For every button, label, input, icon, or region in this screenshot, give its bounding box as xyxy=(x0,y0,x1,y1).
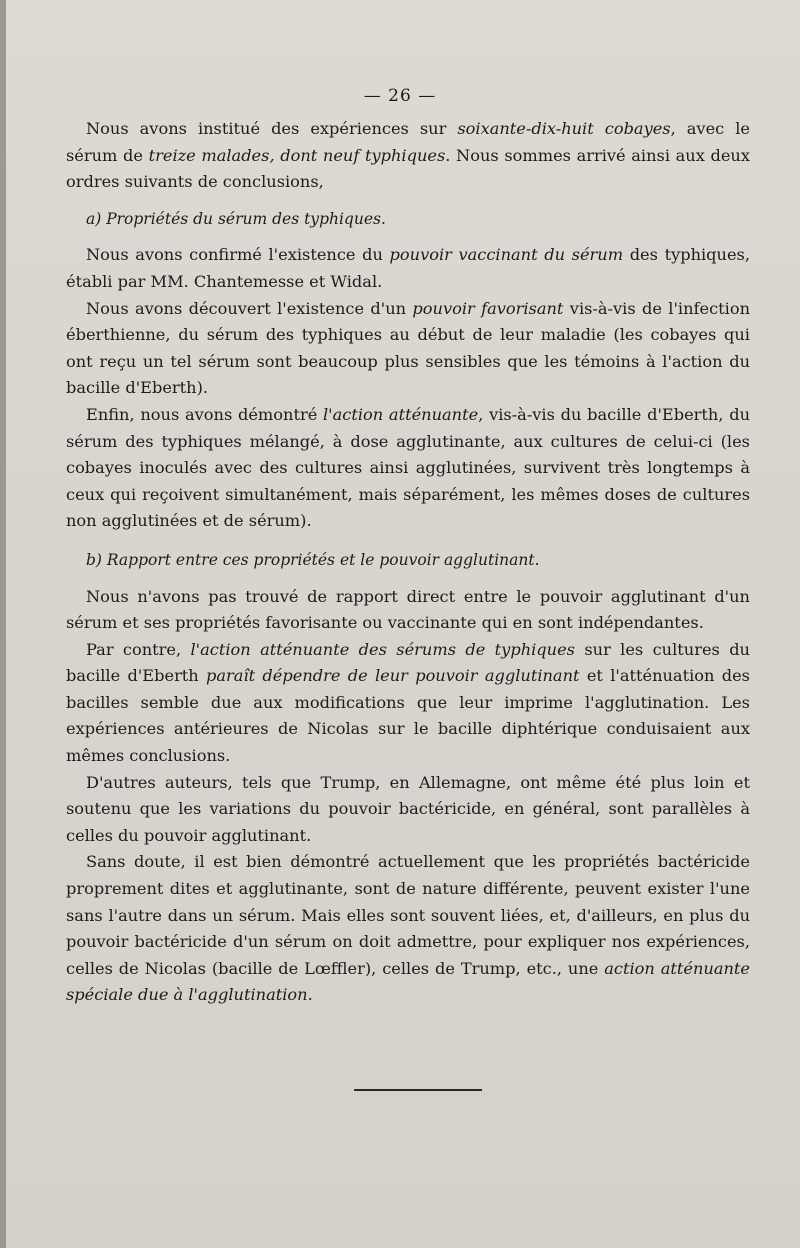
a-p3-text-2: , vis-à-vis du bacille d'Eberth, du sérum des typhiques mélangé, à dose agglutinante, aux cultures de celui-ci (les cobayes inoculés avec des cultures ainsi agglutinées, survivent très longtemps à ceux qui reçoivent simultanément, mais séparément, les mêmes doses de cultures non agglutinées et de sérum). xyxy=(66,404,750,531)
intro-text-1: Nous avons institué des expériences sur xyxy=(86,119,458,138)
b-p2-emphasis-1: l'action atténuante des sérums de typhiques xyxy=(190,639,575,659)
a-p1-emphasis: pouvoir vaccinant du sérum xyxy=(389,245,624,265)
a-p2-emphasis: pouvoir favorisant xyxy=(412,298,564,318)
section-b-paragraph-3: D'autres auteurs, tels que Trump, en Allemagne, ont même été plus loin et soutenu que les variations du pouvoir bactéricide, en général, sont parallèles à celles du pouvoir agglutinant. xyxy=(66,772,750,845)
a-p2-text-1: Nous avons découvert l'existence d'un xyxy=(86,298,413,318)
section-b-paragraph-4 xyxy=(66,849,750,1009)
a-p2-text-2: vis-à-vis de l'infection éberthienne, du sérum des typhiques au début de leur maladie (les cobayes qui ont reçu un tel sérum sont beaucoup plus sensibles que les témoins à l'action du bacille d'Eberth). xyxy=(66,298,750,398)
section-a-paragraph-1 xyxy=(66,242,750,295)
b-p2-text-2: sur les cultures du bacille d'Eberth xyxy=(66,639,750,686)
b-p4-emphasis: action atténuante spéciale due à l'agglutination xyxy=(66,958,750,1005)
a-p1-text-2: des typhiques, établi par MM. Chantemesse et Widal. xyxy=(66,245,751,291)
section-a-paragraph-3 xyxy=(66,402,750,535)
section-a-paragraph-2 xyxy=(66,296,750,402)
a-p3-emphasis: l'action atténuante xyxy=(323,404,479,424)
b-p2-text-1: Par contre, xyxy=(86,639,191,659)
intro-text-3: . Nous sommes arrivé ainsi aux deux ordres suivants de conclusions, xyxy=(66,145,750,192)
a-p3-text-1: Enfin, nous avons démontré xyxy=(86,404,323,424)
intro-paragraph xyxy=(66,116,750,196)
section-a-heading: a) Propriétés du sérum des typhiques. xyxy=(86,209,386,228)
intro-emphasis-1: soixante-dix-huit cobayes xyxy=(457,119,671,138)
end-rule-divider xyxy=(354,1089,482,1091)
body-text xyxy=(66,116,750,1009)
intro-emphasis-2: treize malades, dont neuf typhiques xyxy=(148,145,446,165)
page-number: — 26 — xyxy=(363,86,437,106)
b-p4-text-2: . xyxy=(307,985,313,1005)
b-p2-text-3: et l'atténuation des bacilles semble due aux modifications que leur imprime l'agglutination. Les expériences antérieures de Nicolas sur le bacille diphtérique conduisaient aux mêmes conclusions. xyxy=(66,666,750,766)
b-p2-emphasis-2: paraît dépendre de leur pouvoir agglutinant xyxy=(206,666,580,686)
section-b-heading: b) Rapport entre ces propriétés et le pouvoir agglutinant. xyxy=(86,550,540,569)
a-p1-text-1: Nous avons confirmé l'existence du xyxy=(86,245,390,265)
section-b-paragraph-2 xyxy=(66,637,750,770)
b-p4-text-1: Sans doute, il est bien démontré actuellement que les propriétés bactéricide proprement dites et agglutinante, sont de nature différente, peuvent exister l'une sans l'autre dans un sérum. Mais elles sont souvent liées, et, d'ailleurs, en plus du pouvoir bactéricide d'un sérum on doit admettre, pour expliquer nos expériences, celles de Nicolas (bacille de Lœffler), celles de Trump, etc., une xyxy=(66,852,750,978)
intro-text-2: , avec le sérum de xyxy=(66,119,750,165)
section-b-paragraph-1: Nous n'avons pas trouvé de rapport direct entre le pouvoir agglutinant d'un sérum et ses propriétés favorisante ou vaccinante qui en sont indépendantes. xyxy=(66,586,750,633)
